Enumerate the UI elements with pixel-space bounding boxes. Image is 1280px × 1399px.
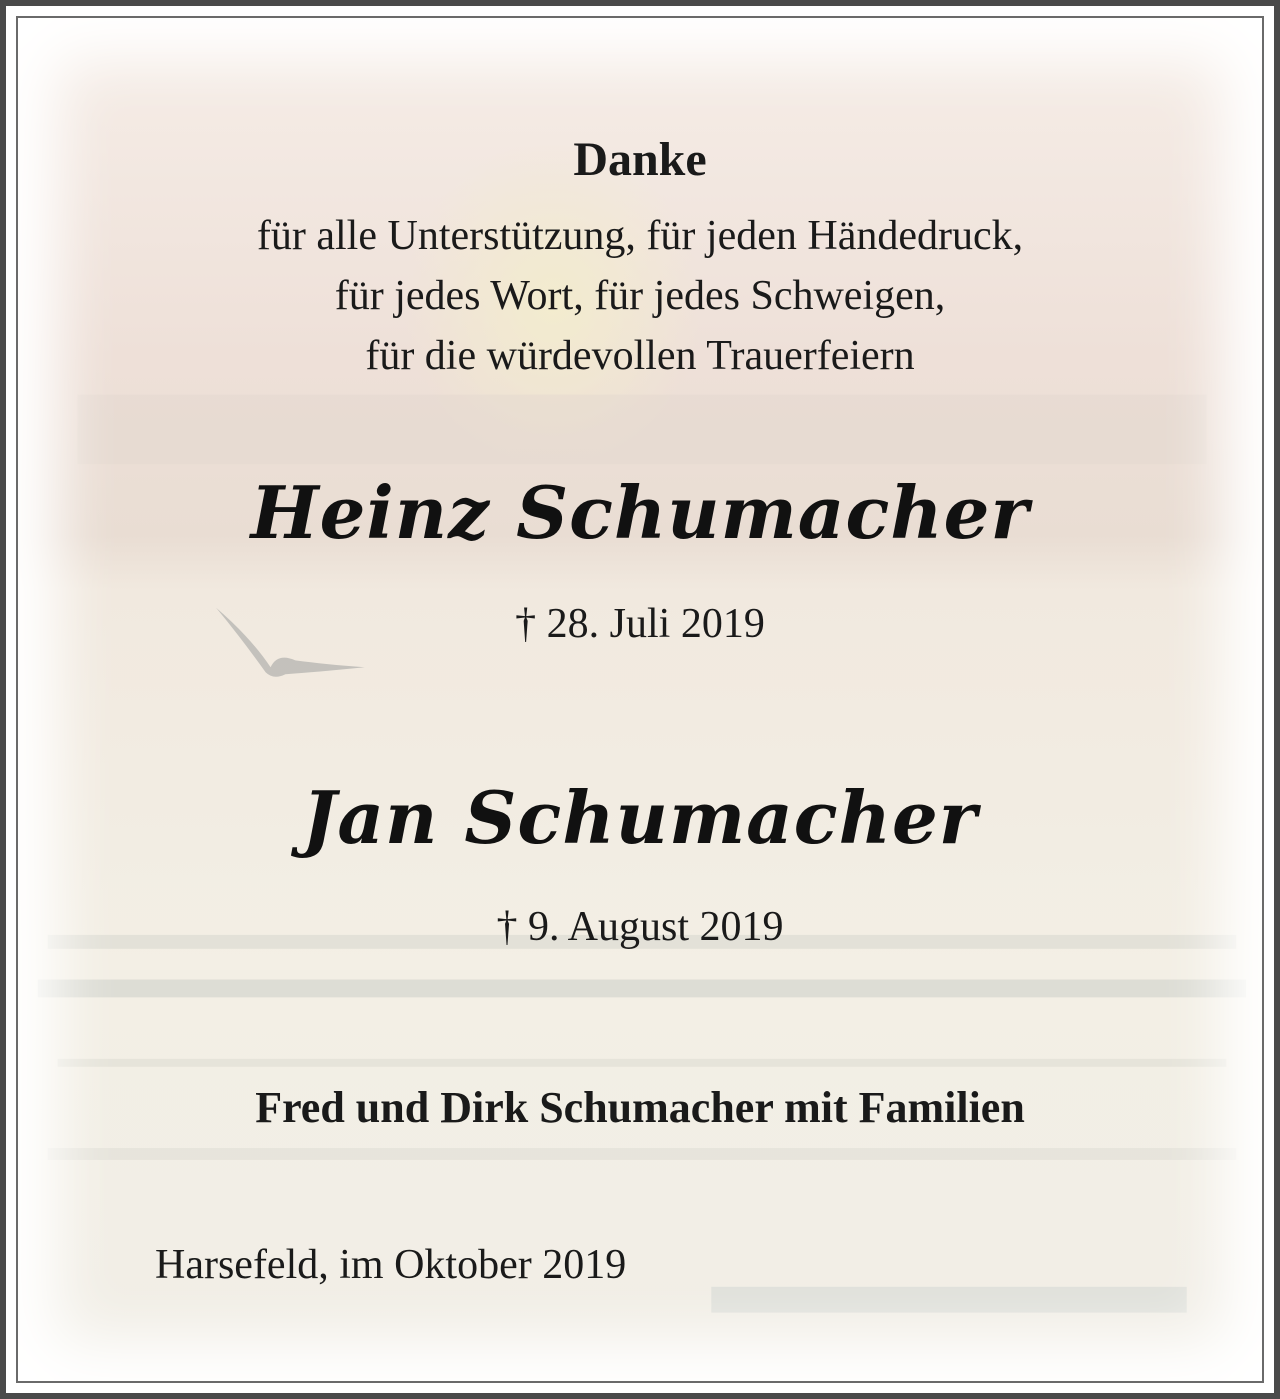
signature-family: Fred und Dirk Schumacher mit Familien (255, 1083, 1025, 1132)
deceased-name-2: Jan Schumacher (302, 775, 978, 860)
thanks-line-1: für alle Unterstützung, für jeden Händedruck, (256, 213, 1024, 259)
thanks-line-2: für jedes Wort, für jedes Schweigen, (334, 273, 946, 319)
deceased-name-1: Heinz Schumacher (250, 470, 1030, 555)
thanks-line-3: für die würdevollen Trauerfeiern (365, 333, 915, 379)
heading-thanks: Danke (573, 133, 707, 186)
place-date: Harsefeld, im Oktober 2019 (155, 1242, 627, 1288)
death-date-1: † 28. Juli 2019 (515, 601, 765, 647)
death-date-2: † 9. August 2019 (496, 904, 784, 950)
